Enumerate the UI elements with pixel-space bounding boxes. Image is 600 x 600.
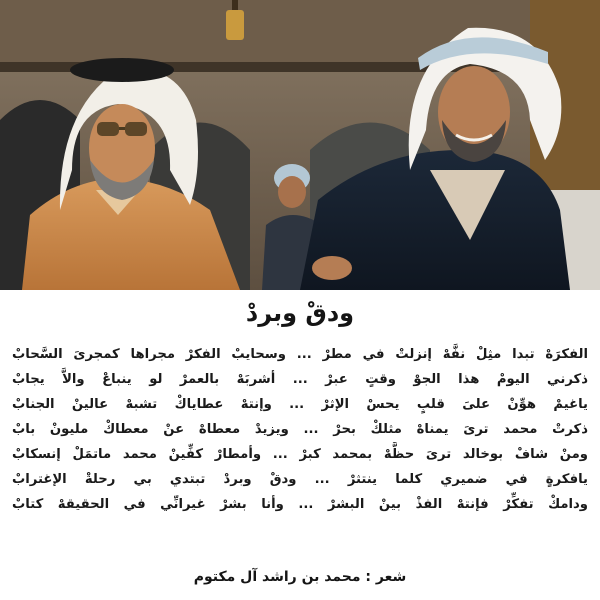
verse-line: ياغيمْ هوِّنْ علىَ قلبٍ يحسْ الإثرْ ... وإنتهْ عطاياكْ تشبهْ عالينْ الجنابْ: [12, 397, 588, 412]
verse-line: ومنْ شافْ بوخالد ترىَ حظَّهْ بمحمد كبرْ ... وأمطارْ كفِّينْ محمد ماتمَلْ إنسكابْ: [12, 447, 588, 462]
poem-verses: [12, 342, 588, 517]
poem-section: [0, 290, 600, 600]
agal: [70, 58, 174, 82]
photo-illustration: [0, 0, 600, 290]
poet-credit: شعر : محمد بن راشد آل مكتوم: [193, 569, 407, 585]
verse-line: يافكرةٍ في ضميري كلما ينتثرْ ... ودقْ وبردْ تبتدي بي رحلةْ الإغترابْ: [12, 472, 588, 487]
verse-line: ذكرني اليومْ هذا الجوْ وقتٍ عبرْ ... أشربَهْ بالعمرْ لو ينباعْ والاَّ يجابْ: [12, 372, 588, 387]
verse-line: ذكرتْ محمد ترىَ يمناهْ مثلكْ بحرْ ... ويزيدْ معطاهْ عنْ معطاكْ مليونْ بابْ: [12, 422, 588, 437]
lantern: [226, 10, 244, 40]
poem-title: ودقْ وبردْ: [245, 299, 355, 327]
verse-line: الفكرَهْ تبدا مثِلْ نفَّهْ إنزلتْ في مطرْ ... وسحايبْ الفكرْ مجراها كمجرىَ السَّحابْ: [12, 347, 588, 362]
verse-line: ودامكْ تفكِّرْ فإنتهْ الفذْ بينْ البشرْ ... وأنا بشرْ غيرانِّي في الحقيقهْ كتابْ: [12, 497, 588, 512]
header-photo: [0, 0, 600, 290]
